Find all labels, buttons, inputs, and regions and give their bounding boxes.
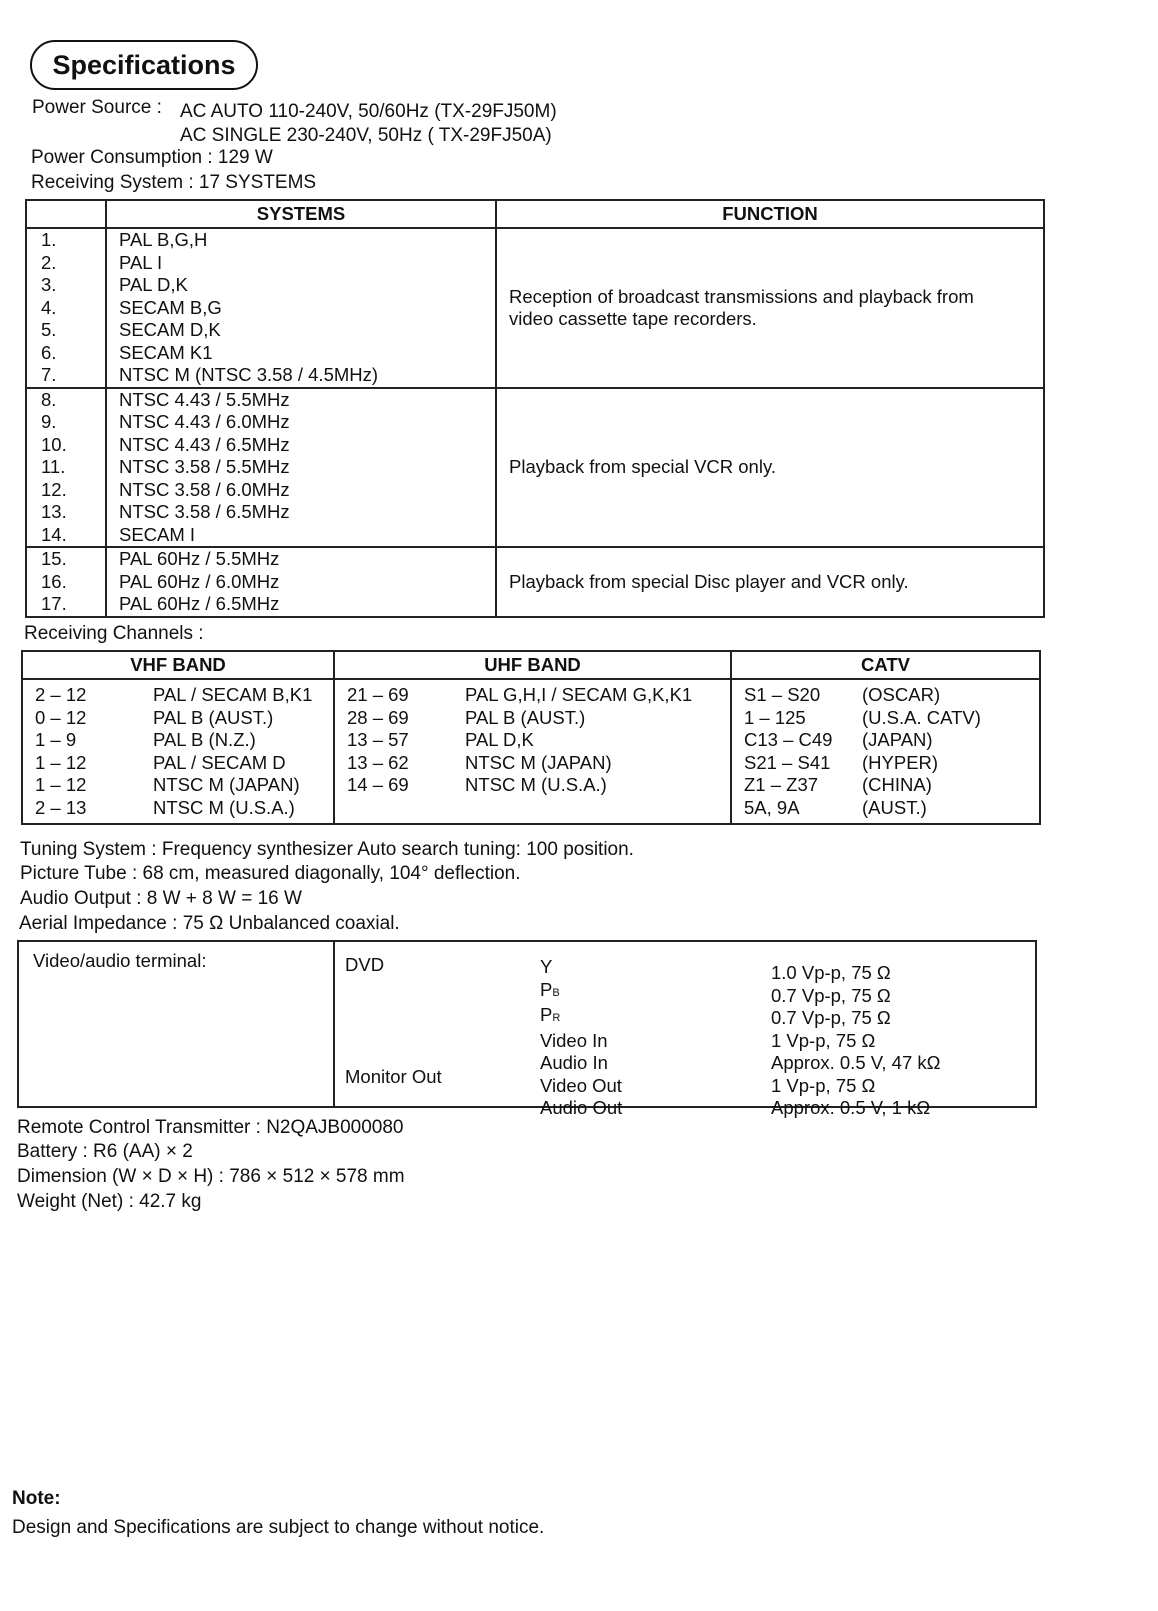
function-header: FUNCTION	[496, 200, 1044, 228]
value-pr: 0.7 Vp-p, 75 Ω	[771, 1007, 891, 1028]
systems-group-1-function: Reception of broadcast transmissions and playback from video cassette tape recorders.	[496, 228, 1044, 388]
note-text: Design and Specifications are subject to change without notice.	[12, 1517, 545, 1538]
uhf-row: 28 – 69 PAL B (AUST.)	[347, 706, 586, 728]
value-y: 1.0 Vp-p, 75 Ω	[771, 962, 891, 983]
systems-group-2-numbers: 8. 9. 10. 11. 12. 13. 14.	[26, 388, 106, 548]
signal-video-out: Video Out	[540, 1074, 622, 1096]
systems-table	[25, 199, 1045, 618]
systems-group-3-systems: PAL 60Hz / 5.5MHz PAL 60Hz / 6.0MHz PAL 60Hz / 6.5MHz	[106, 547, 496, 617]
tuning-system: Tuning System : Frequency synthesizer Auto search tuning: 100 position.	[20, 839, 634, 860]
signal-audio-out: Audio Out	[540, 1097, 623, 1118]
uhf-band-header: UHF BAND	[334, 651, 731, 679]
signal-video-in: Video In	[540, 1029, 608, 1051]
uhf-row: 13 – 62 NTSC M (JAPAN)	[347, 751, 612, 773]
systems-group-2-systems: NTSC 4.43 / 5.5MHz NTSC 4.43 / 6.0MHz NTSC 4.43 / 6.5MHz NTSC 3.58 / 5.5MHz NTSC 3.58 / 6.0MHz NTSC 3.58 / 6.5MHz SECAM I	[106, 388, 496, 548]
uhf-row: 14 – 69 NTSC M (U.S.A.)	[347, 774, 607, 795]
catv-row: S1 – S20 (OSCAR)	[744, 684, 941, 705]
vhf-row: 1 – 9 PAL B (N.Z.)	[35, 729, 256, 750]
catv-list	[731, 679, 1040, 824]
systems-group-2-function: Playback from special VCR only.	[496, 388, 1044, 548]
value-audio-out: Approx. 0.5 V, 1 kΩ	[771, 1097, 931, 1118]
catv-row: 5A, 9A (AUST.)	[744, 796, 927, 818]
battery: Battery : R6 (AA) × 2	[17, 1141, 193, 1162]
catv-row: 1 – 125 (U.S.A. CATV)	[744, 706, 981, 728]
catv-row: Z1 – Z37 (CHINA)	[744, 774, 932, 795]
systems-group-3	[26, 547, 1044, 617]
av-terminal-label: Video/audio terminal:	[18, 941, 334, 1107]
value-pb: 0.7 Vp-p, 75 Ω	[771, 984, 891, 1006]
power-source-line2: AC SINGLE 230-240V, 50Hz ( TX-29FJ50A)	[180, 125, 552, 146]
signal-audio-in: Audio In	[540, 1052, 608, 1073]
uhf-row: 13 – 57 PAL D,K	[347, 729, 534, 750]
power-source-line1: AC AUTO 110-240V, 50/60Hz (TX-29FJ50M)	[180, 101, 557, 122]
vhf-row: 1 – 12 PAL / SECAM D	[35, 751, 286, 773]
channels-table	[21, 650, 1041, 825]
systems-group-3-function: Playback from special Disc player and VCR only.	[496, 547, 1044, 617]
vhf-row: 2 – 12 PAL / SECAM B,K1	[35, 684, 313, 705]
uhf-band-list	[334, 679, 731, 824]
power-consumption: Power Consumption : 129 W	[31, 147, 273, 168]
signal-pb: PB	[540, 978, 560, 1000]
receiving-channels-label: Receiving Channels :	[24, 623, 204, 644]
uhf-row: 21 – 69 PAL G,H,I / SECAM G,K,K1	[347, 684, 693, 705]
weight: Weight (Net) : 42.7 kg	[17, 1191, 202, 1212]
catv-header: CATV	[731, 651, 1040, 679]
value-list	[771, 962, 940, 1120]
value-video-in: 1 Vp-p, 75 Ω	[771, 1029, 876, 1051]
systems-group-1-numbers: 1. 2. 3. 4. 5. 6. 7.	[26, 228, 106, 388]
remote-control: Remote Control Transmitter : N2QAJB000080	[17, 1117, 404, 1138]
audio-output: Audio Output : 8 W + 8 W = 16 W	[20, 888, 302, 909]
av-terminal-details	[334, 941, 1036, 1118]
page-title: Specifications	[30, 40, 258, 90]
systems-header: SYSTEMS	[106, 200, 496, 228]
catv-row: C13 – C49 (JAPAN)	[744, 729, 933, 750]
value-video-out: 1 Vp-p, 75 Ω	[771, 1074, 876, 1096]
vhf-band-header: VHF BAND	[22, 651, 334, 679]
catv-row: S21 – S41 (HYPER)	[744, 751, 939, 773]
systems-group-2	[26, 388, 1044, 548]
signal-pr: PR	[540, 1004, 561, 1025]
value-audio-in: Approx. 0.5 V, 47 kΩ	[771, 1052, 941, 1073]
systems-number-header	[26, 200, 106, 228]
av-terminal-table	[17, 940, 1037, 1118]
vhf-row: 0 – 12 PAL B (AUST.)	[35, 706, 274, 728]
power-source-label: Power Source :	[32, 97, 162, 118]
signal-y: Y	[540, 956, 553, 977]
picture-tube: Picture Tube : 68 cm, measured diagonally, 104° deflection.	[20, 863, 521, 884]
dvd-label: DVD	[345, 954, 385, 975]
monitor-out-label: Monitor Out	[345, 1066, 442, 1087]
systems-group-3-numbers: 15. 16. 17.	[26, 547, 106, 617]
vhf-row: 1 – 12 NTSC M (JAPAN)	[35, 774, 300, 795]
note-label: Note:	[12, 1488, 61, 1509]
receiving-system: Receiving System : 17 SYSTEMS	[31, 172, 317, 193]
signal-list	[540, 956, 622, 1120]
vhf-row: 2 – 13 NTSC M (U.S.A.)	[35, 796, 295, 818]
systems-group-1	[26, 228, 1044, 388]
dimension: Dimension (W × D × H) : 786 × 512 × 578 mm	[17, 1166, 405, 1187]
systems-group-1-systems: PAL B,G,H PAL I PAL D,K SECAM B,G SECAM D,K SECAM K1 NTSC M (NTSC 3.58 / 4.5MHz)	[106, 228, 496, 388]
vhf-band-list	[22, 679, 334, 824]
aerial-impedance: Aerial Impedance : 75 Ω Unbalanced coaxial.	[19, 913, 400, 934]
